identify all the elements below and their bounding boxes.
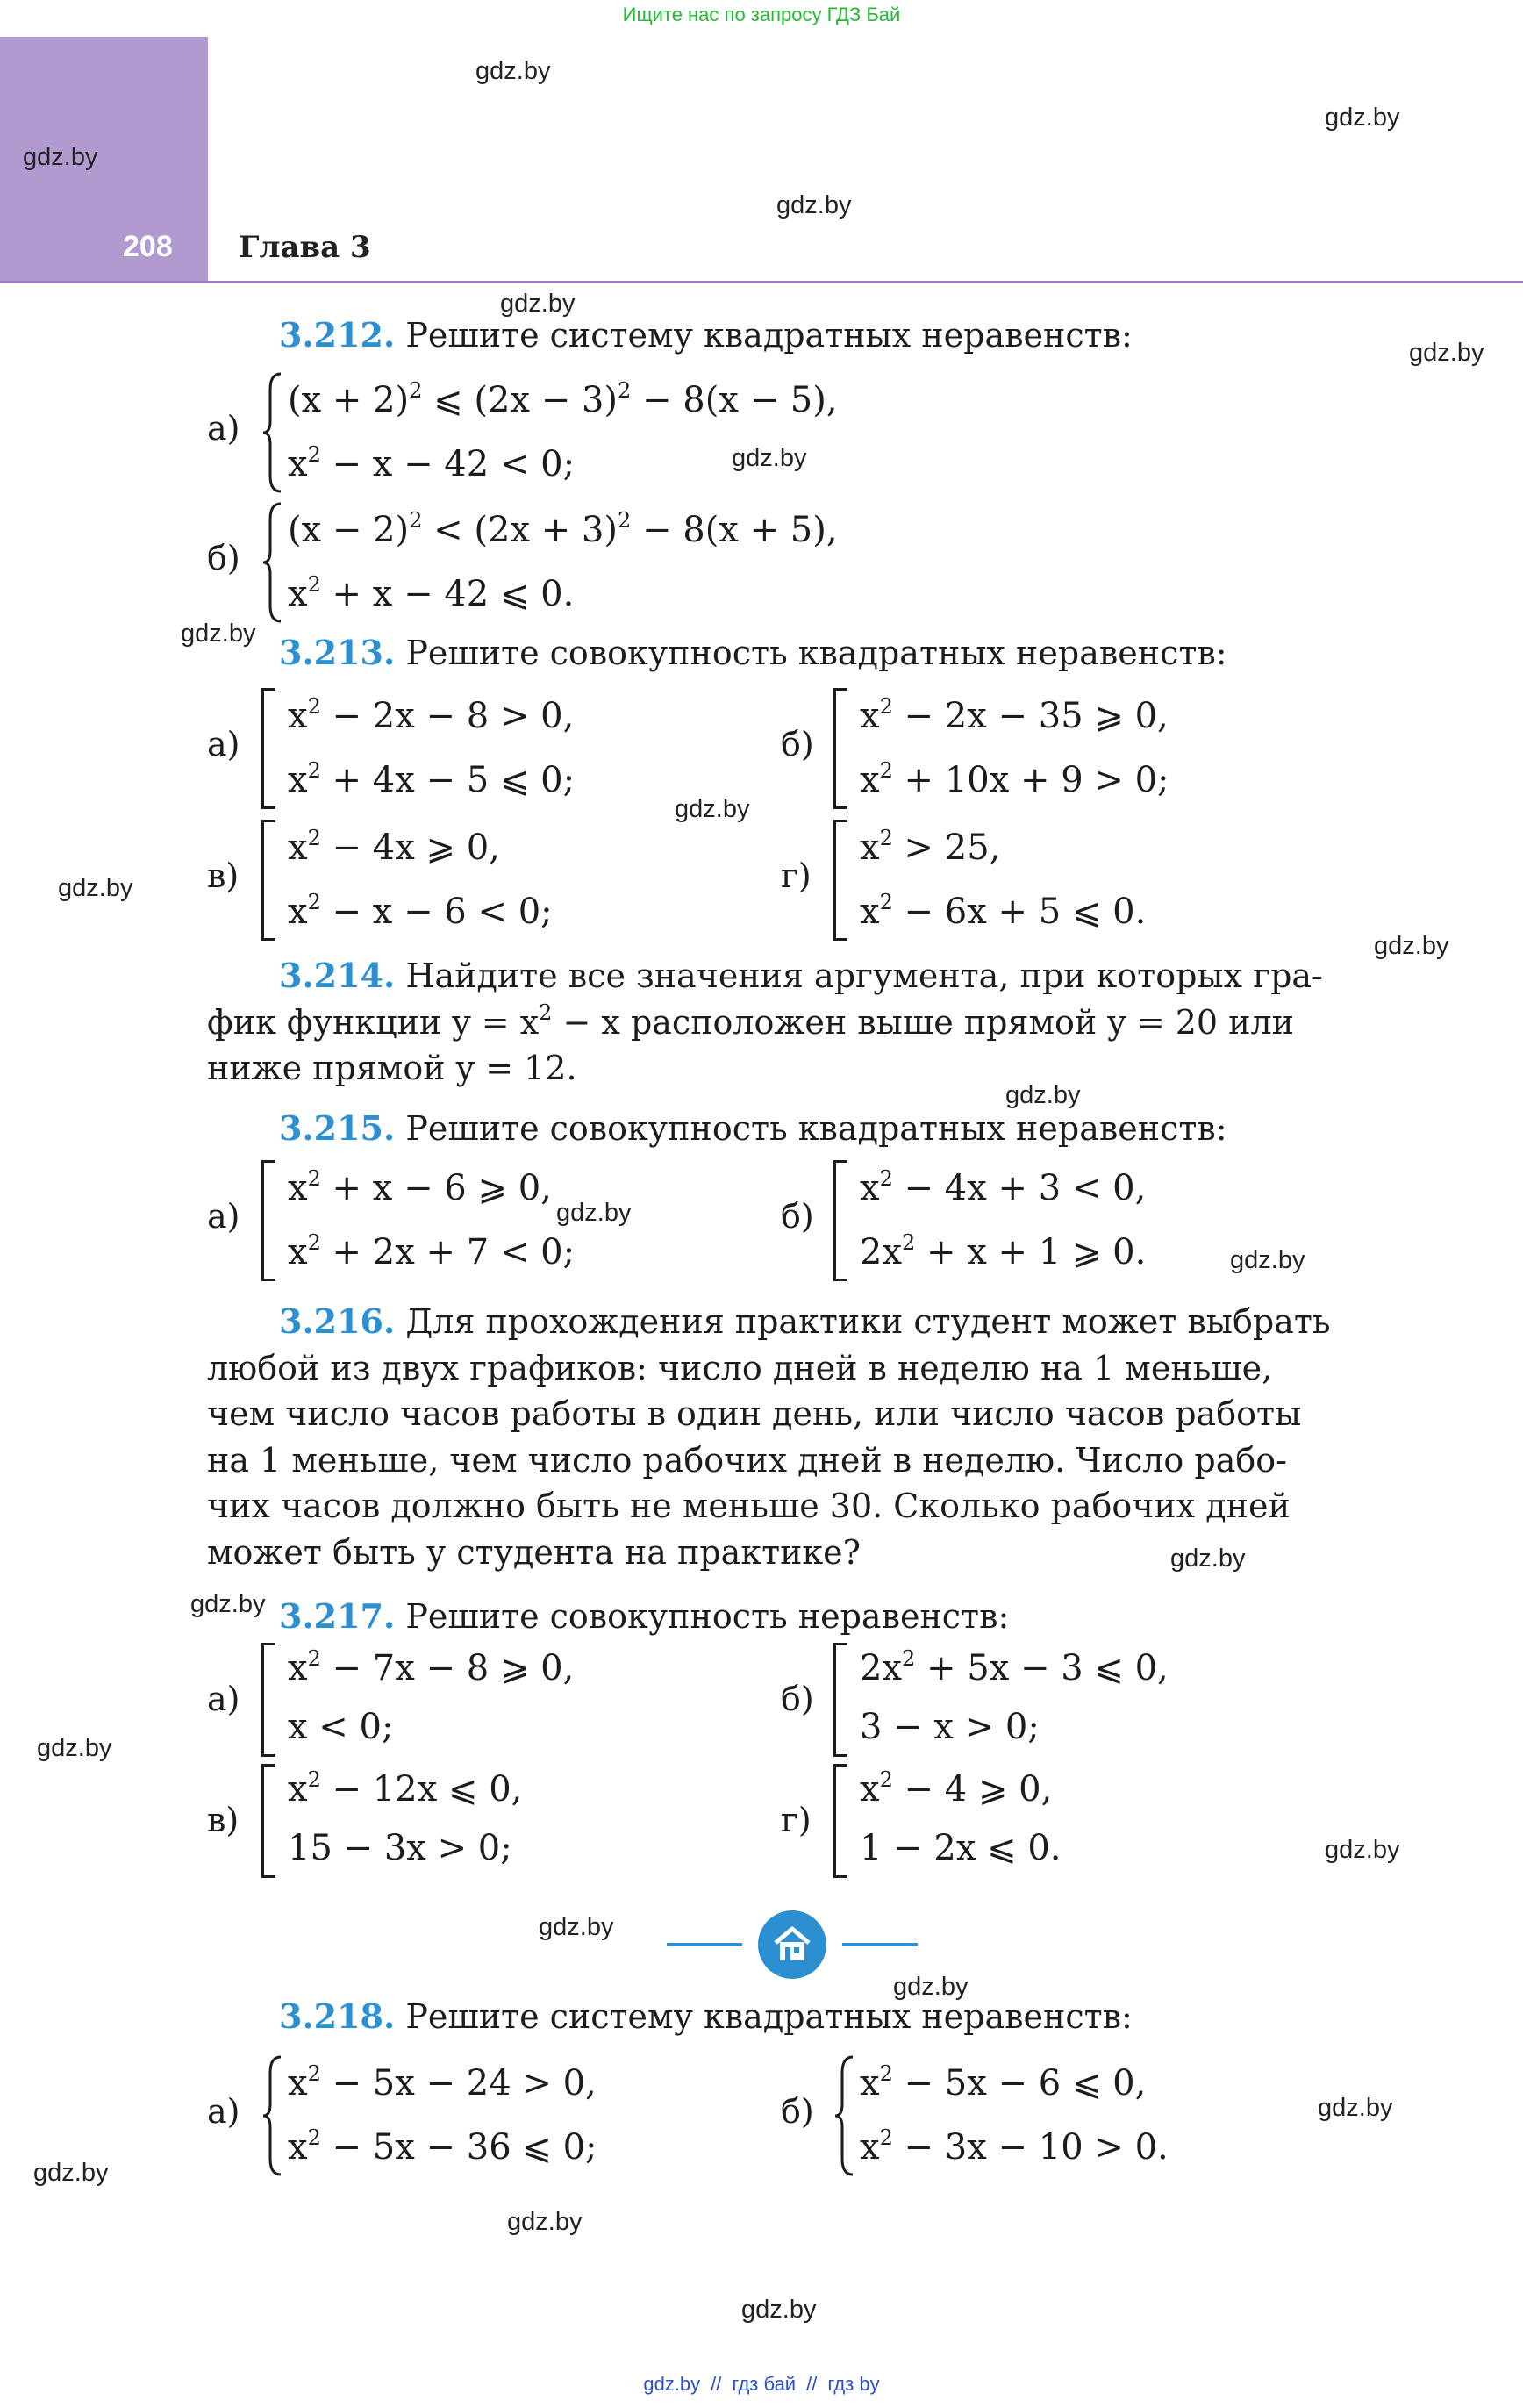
system-3-212-a [261,369,928,500]
task-text-line: ниже прямой y = 12. [207,1049,577,1087]
divider-line [667,1943,742,1946]
task-number: 3.215. [279,1108,396,1148]
inequality-line: $x^2 + 10x + 9 > 0$; [860,758,1169,800]
task-number: 3.217. [279,1596,396,1636]
inequality-line: $x^2 - x - 42 < 0$; [288,442,576,484]
inequality-line: 1 − 2x ⩽ 0. [860,1828,1062,1868]
watermark: gdz.by [37,1734,112,1762]
watermark: gdz.by [1230,1246,1305,1274]
page-number: 208 [123,230,173,263]
task-number: 3.214. [279,956,396,995]
watermark: gdz.by [893,1973,969,2001]
set-3-213-g [833,816,1377,948]
inequality-line: $(x - 2)^2 < (2x + 3)^2 - 8(x + 5)$, [288,508,838,550]
inequality-line: x < 0; [288,1707,394,1747]
watermark: gdz.by [776,191,852,219]
watermark: gdz.by [33,2159,109,2187]
watermark: gdz.by [475,57,551,85]
task-text: Для прохождения практики студент может выбрать [405,1302,1331,1341]
inequality-line: $x^2 + 2x + 7 < 0$; [288,1230,576,1272]
set-3-215-b [833,1157,1377,1288]
watermark: gdz.by [507,2208,583,2236]
left-bracket [261,1160,275,1281]
watermark: gdz.by [58,874,133,902]
set-3-217-b [833,1639,1377,1762]
left-bracket [261,1764,275,1878]
task-3-212-heading [279,312,1133,358]
inequality-line: 3 − x > 0; [860,1707,1040,1747]
watermark: gdz.by [181,620,256,648]
left-brace-icon [833,2055,856,2176]
inequality-line: $x^2 - 3x - 10 > 0$. [860,2125,1169,2168]
task-3-214 [207,953,1377,1092]
inequality-line: $x^2 - 6x + 5$ ⩽ 0. [860,890,1147,932]
set-3-213-a [261,684,753,816]
footer-link[interactable]: gdz.by [643,2373,701,2395]
set-3-217-a [261,1639,753,1762]
item-label: б) [207,539,240,577]
system-3-212-b [261,498,928,630]
footer-links [0,2373,1523,2396]
footer-separator: // [711,2373,722,2395]
header-rule [0,281,1523,283]
watermark: gdz.by [741,2296,817,2324]
item-label: а) [207,725,240,763]
inequality-line: $x^2 + x - 6$ ⩾ 0, [288,1166,552,1208]
left-brace-icon [261,372,284,493]
home-badge [758,1910,826,1979]
inequality-line: $x^2 - 4$ ⩾ 0, [860,1767,1053,1810]
watermark: gdz.by [190,1590,266,1618]
task-3-215-heading [279,1106,1227,1151]
left-bracket [833,688,847,809]
watermark: gdz.by [732,444,807,472]
top-banner-note: Ищите нас по запросу ГДЗ Бай [622,4,901,25]
footer-link[interactable]: гдз бай [732,2373,797,2395]
task-text-line: фик функции $y = x^2 - x$ расположен выше прямой y = 20 или [207,1000,1294,1042]
left-brace-icon [261,502,284,623]
inequality-line: $x^2 - x - 6 < 0$; [288,890,553,932]
item-label: б) [781,2092,814,2131]
inequality-line: $x^2 - 2x - 35$ ⩾ 0, [860,694,1169,736]
task-number: 3.216. [279,1301,396,1341]
set-3-215-a [261,1157,753,1288]
task-text: Решите систему квадратных неравенств: [405,1997,1133,2036]
task-number: 3.213. [279,633,396,672]
inequality-line: $x^2 - 5x - 36$ ⩽ 0; [288,2125,597,2168]
item-label: а) [207,2092,240,2131]
inequality-line: $x^2 - 12x$ ⩽ 0, [288,1767,523,1810]
divider-line [842,1943,918,1946]
left-bracket [833,820,847,941]
task-text: Решите совокупность квадратных неравенств: [405,634,1227,672]
item-label: б) [781,725,814,763]
item-label: г) [781,1801,812,1839]
set-3-213-v [261,816,753,948]
left-bracket [833,1643,847,1757]
task-text: Решите совокупность квадратных неравенств: [405,1109,1227,1148]
task-3-218-heading [279,1994,1133,2039]
task-text: Найдите все значения аргумента, при которых гра- [405,957,1323,995]
task-3-216 [207,1299,1377,1575]
inequality-line: $x^2 - 2x - 8 > 0$, [288,694,575,736]
task-number: 3.212. [279,315,396,355]
watermark: gdz.by [1318,2094,1393,2122]
item-label: г) [781,856,812,895]
item-label: б) [781,1680,814,1718]
task-3-213-heading [279,630,1227,676]
system-3-218-b [833,2052,1377,2183]
chapter-title: Глава 3 [239,230,371,265]
left-bracket [261,1643,275,1757]
task-text-line: чих часов должно быть не меньше 30. Сколько рабочих дней [207,1487,1291,1525]
inequality-line: $x^2 - 7x - 8$ ⩾ 0, [288,1646,575,1688]
watermark: gdz.by [1005,1081,1081,1109]
inequality-line: $x^2 - 5x - 6$ ⩽ 0, [860,2061,1147,2103]
footer-link[interactable]: гдз by [827,2373,880,2395]
left-bracket [261,688,275,809]
watermark: gdz.by [675,795,750,823]
system-3-218-a [261,2052,753,2183]
home-icon [758,1910,826,1979]
task-text: Решите систему квадратных неравенств: [405,316,1133,355]
watermark: gdz.by [1409,339,1484,367]
task-text: Решите совокупность неравенств: [405,1597,1010,1636]
inequality-line: $2x^2 + x + 1$ ⩾ 0. [860,1230,1147,1272]
item-label: в) [207,856,240,895]
watermark: gdz.by [1374,932,1449,960]
inequality-line: $x^2 + 4x - 5$ ⩽ 0; [288,758,576,800]
item-label: б) [781,1197,814,1236]
task-text-line: может быть у студента на практике? [207,1532,862,1572]
task-text-line: любой из двух графиков: число дней в неделю на 1 меньше, [207,1348,1273,1387]
set-3-217-v [261,1760,753,1883]
left-brace-icon [261,2055,284,2176]
inequality-line: $x^2 + x - 42$ ⩽ 0. [288,572,575,614]
left-bracket [833,1764,847,1878]
watermark: gdz.by [1170,1544,1246,1573]
task-number: 3.218. [279,1996,396,2036]
task-text-line: чем число часов работы в один день, или число часов работы [207,1394,1302,1433]
watermark: gdz.by [1325,1836,1400,1864]
watermark: gdz.by [1325,104,1400,132]
watermark: gdz.by [556,1199,632,1227]
inequality-line: 15 − 3x > 0; [288,1828,512,1868]
watermark: gdz.by [500,290,576,318]
item-label: а) [207,409,240,448]
inequality-line: $(x + 2)^2$ ⩽ $(2x - 3)^2 - 8(x - 5)$, [288,378,838,420]
item-label: а) [207,1680,240,1718]
task-3-217-heading [279,1594,1009,1639]
watermark: gdz.by [23,143,98,171]
set-3-213-b [833,684,1377,816]
inequality-line: $2x^2 + 5x - 3$ ⩽ 0, [860,1646,1169,1688]
inequality-line: $x^2 - 4x$ ⩾ 0, [288,826,500,868]
set-3-217-g [833,1760,1377,1883]
inequality-line: $x^2 > 25$, [860,826,1001,868]
inequality-line: $x^2 - 4x + 3 < 0$, [860,1166,1147,1208]
left-bracket [261,820,275,941]
item-label: в) [207,1801,240,1839]
task-text-line: на 1 меньше, чем число рабочих дней в неделю. Число рабо- [207,1440,1287,1480]
left-bracket [833,1160,847,1281]
item-label: а) [207,1197,240,1236]
watermark: gdz.by [539,1913,614,1941]
inequality-line: $x^2 - 5x - 24 > 0$, [288,2061,597,2103]
footer-separator: // [806,2373,818,2395]
